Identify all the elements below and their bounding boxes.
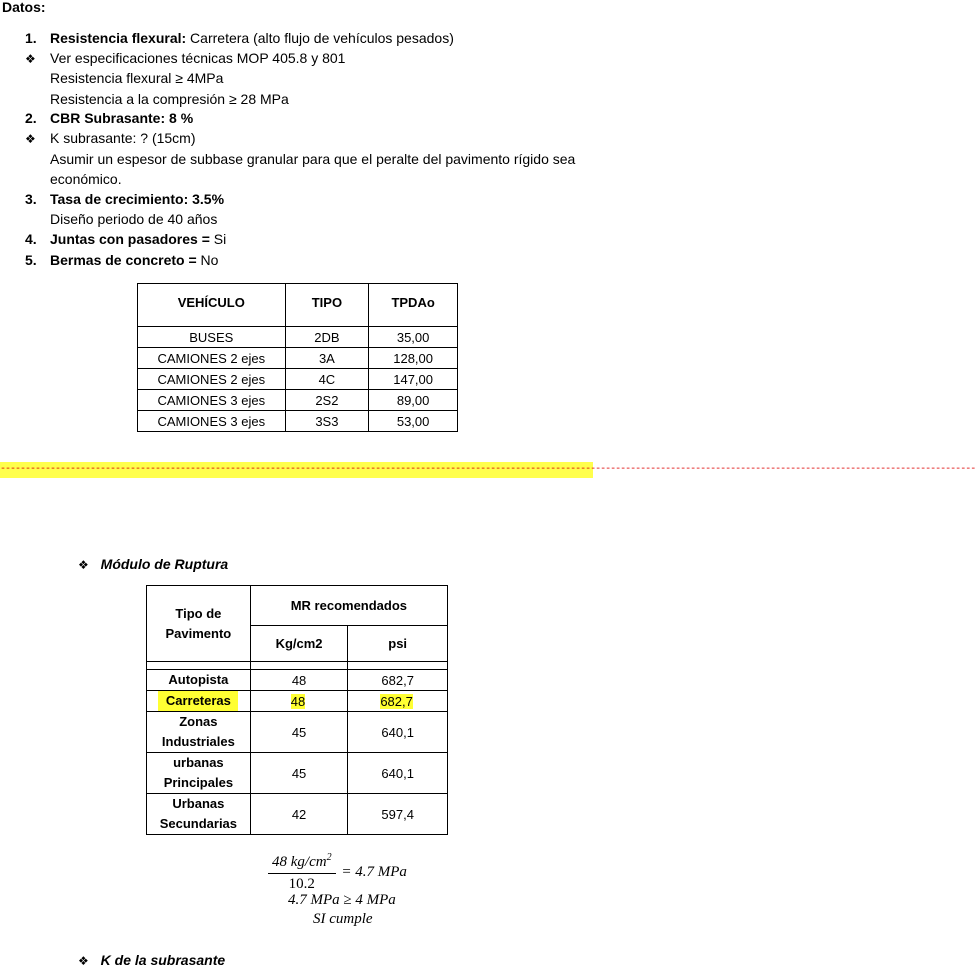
separator-line: --------------------------------------------------------------------------------------------------------------------------------------------------------------------------------------------------- [0, 462, 593, 478]
table-cell: 147,00 [369, 369, 458, 390]
formula-line1 [268, 852, 407, 893]
item-label: Bermas de concreto = [50, 252, 197, 268]
table-cell: 128,00 [369, 348, 458, 369]
table-cell: 53,00 [369, 411, 458, 432]
table-cell [147, 753, 251, 794]
item-text: económico. [50, 171, 122, 187]
cell-text: urbanas Principales [163, 755, 234, 790]
data-item [25, 48, 345, 69]
cell-text: 48 [290, 693, 306, 709]
data-item [25, 108, 193, 128]
table-row [138, 348, 458, 369]
item-number: 2. [25, 110, 37, 126]
item-label: Resistencia flexural: [50, 30, 187, 46]
table-row [147, 712, 448, 753]
section-mr [78, 554, 228, 575]
diamond-bullet-icon: ❖ [25, 132, 36, 146]
formula-line2: 4.7 MPa ≥ 4 MPa [288, 892, 396, 908]
item-label: CBR Subrasante: 8 % [50, 110, 194, 126]
mr-table [146, 585, 448, 835]
data-item [50, 169, 122, 189]
data-item [25, 229, 226, 249]
formula-denominator: 10.2 [288, 876, 315, 892]
item-text: K subrasante: ? (15cm) [50, 130, 196, 146]
vehicle-table [137, 283, 458, 432]
cell-text: 42 [291, 806, 307, 822]
table-cell [250, 794, 348, 835]
cell-text: 640,1 [381, 724, 414, 740]
item-text: No [196, 252, 219, 268]
item-text: Resistencia flexural ≥ 4MPa [50, 70, 224, 86]
table-cell [348, 794, 448, 835]
cell-text: 48 [291, 672, 307, 688]
item-label: Juntas con pasadores = [50, 231, 210, 247]
table-cell: 89,00 [369, 390, 458, 411]
table-row [147, 670, 448, 691]
table-cell: 3S3 [285, 411, 369, 432]
data-item [50, 68, 223, 88]
item-text: Ver especificaciones técnicas MOP 405.8 y 801 [50, 50, 346, 66]
table-cell: 4C [285, 369, 369, 390]
table-cell: CAMIONES 2 ejes [138, 348, 286, 369]
cell-text: 45 [291, 765, 307, 781]
cell-text: Zonas Industriales [161, 714, 235, 749]
table-row [138, 327, 458, 348]
table-row [138, 369, 458, 390]
table-cell [250, 712, 348, 753]
section-mr-title: Módulo de Ruptura [100, 556, 229, 572]
table-cell: CAMIONES 3 ejes [138, 411, 286, 432]
item-number: 4. [25, 231, 37, 247]
section-k [78, 950, 225, 971]
data-item [50, 89, 289, 109]
item-text: Asumir un espesor de subbase granular para que el peralte del pavimento rígido sea [50, 151, 576, 167]
table-cell: 2DB [285, 327, 369, 348]
item-number: 3. [25, 191, 37, 207]
header-tipo-pavimento: Tipo de Pavimento [147, 586, 251, 662]
item-text: Si [209, 231, 227, 247]
table-cell [250, 691, 348, 712]
item-number: 1. [25, 30, 37, 46]
formula-fraction [268, 852, 336, 893]
data-item [25, 128, 196, 149]
table-cell: BUSES [138, 327, 286, 348]
table-cell [250, 753, 348, 794]
formula-numerator: 48 kg/cm [272, 854, 327, 870]
header-tipo: TIPO [285, 284, 369, 322]
header-psi: psi [348, 626, 448, 662]
table-cell [147, 712, 251, 753]
diamond-bullet-icon: ❖ [78, 954, 89, 968]
table-row [147, 691, 448, 712]
data-item [25, 28, 454, 48]
data-item [50, 209, 217, 229]
table-cell [348, 670, 448, 691]
cell-text: 682,7 [380, 693, 413, 709]
vehicle-table-header [138, 284, 458, 322]
cell-text: 45 [291, 724, 307, 740]
formula-exponent: 2 [326, 852, 332, 863]
data-item [50, 149, 575, 169]
table-cell: CAMIONES 2 ejes [138, 369, 286, 390]
formula-result: = 4.7 MPa [341, 864, 407, 880]
item-label: Tasa de crecimiento: 3.5% [50, 191, 225, 207]
cell-text: Urbanas Secundarias [159, 796, 238, 831]
table-cell [348, 712, 448, 753]
table-cell [348, 691, 448, 712]
table-cell: 35,00 [369, 327, 458, 348]
table-cell: 2S2 [285, 390, 369, 411]
table-row [147, 753, 448, 794]
datos-heading: Datos: [2, 0, 46, 15]
item-text: Carretera (alto flujo de vehículos pesados) [186, 30, 454, 46]
item-number: 5. [25, 252, 37, 268]
cell-text: 597,4 [381, 806, 414, 822]
item-text: Diseño periodo de 40 años [50, 211, 218, 227]
header-tpdao: TPDAo [369, 284, 458, 322]
formula-line3: SI cumple [313, 911, 373, 927]
header-mr-recomendados: MR recomendados [250, 586, 447, 626]
table-cell: CAMIONES 3 ejes [138, 390, 286, 411]
cell-text: Carreteras [158, 691, 238, 711]
table-cell: 3A [285, 348, 369, 369]
cell-text: 640,1 [381, 765, 414, 781]
data-item [25, 189, 224, 209]
cell-text: Autopista [168, 672, 229, 687]
header-vehiculo: VEHÍCULO [138, 284, 286, 322]
diamond-bullet-icon: ❖ [25, 52, 36, 66]
table-cell [250, 670, 348, 691]
table-cell [147, 691, 251, 712]
table-row [138, 390, 458, 411]
cell-text: 682,7 [381, 672, 414, 688]
table-cell [147, 670, 251, 691]
data-item [25, 250, 218, 270]
table-cell [147, 794, 251, 835]
section-k-title: K de la subrasante [100, 952, 226, 968]
table-row [138, 411, 458, 432]
item-text: Resistencia a la compresión ≥ 28 MPa [50, 91, 289, 107]
table-cell [348, 753, 448, 794]
diamond-bullet-icon: ❖ [78, 558, 89, 572]
table-row [147, 794, 448, 835]
header-kgcm2: Kg/cm2 [250, 626, 348, 662]
